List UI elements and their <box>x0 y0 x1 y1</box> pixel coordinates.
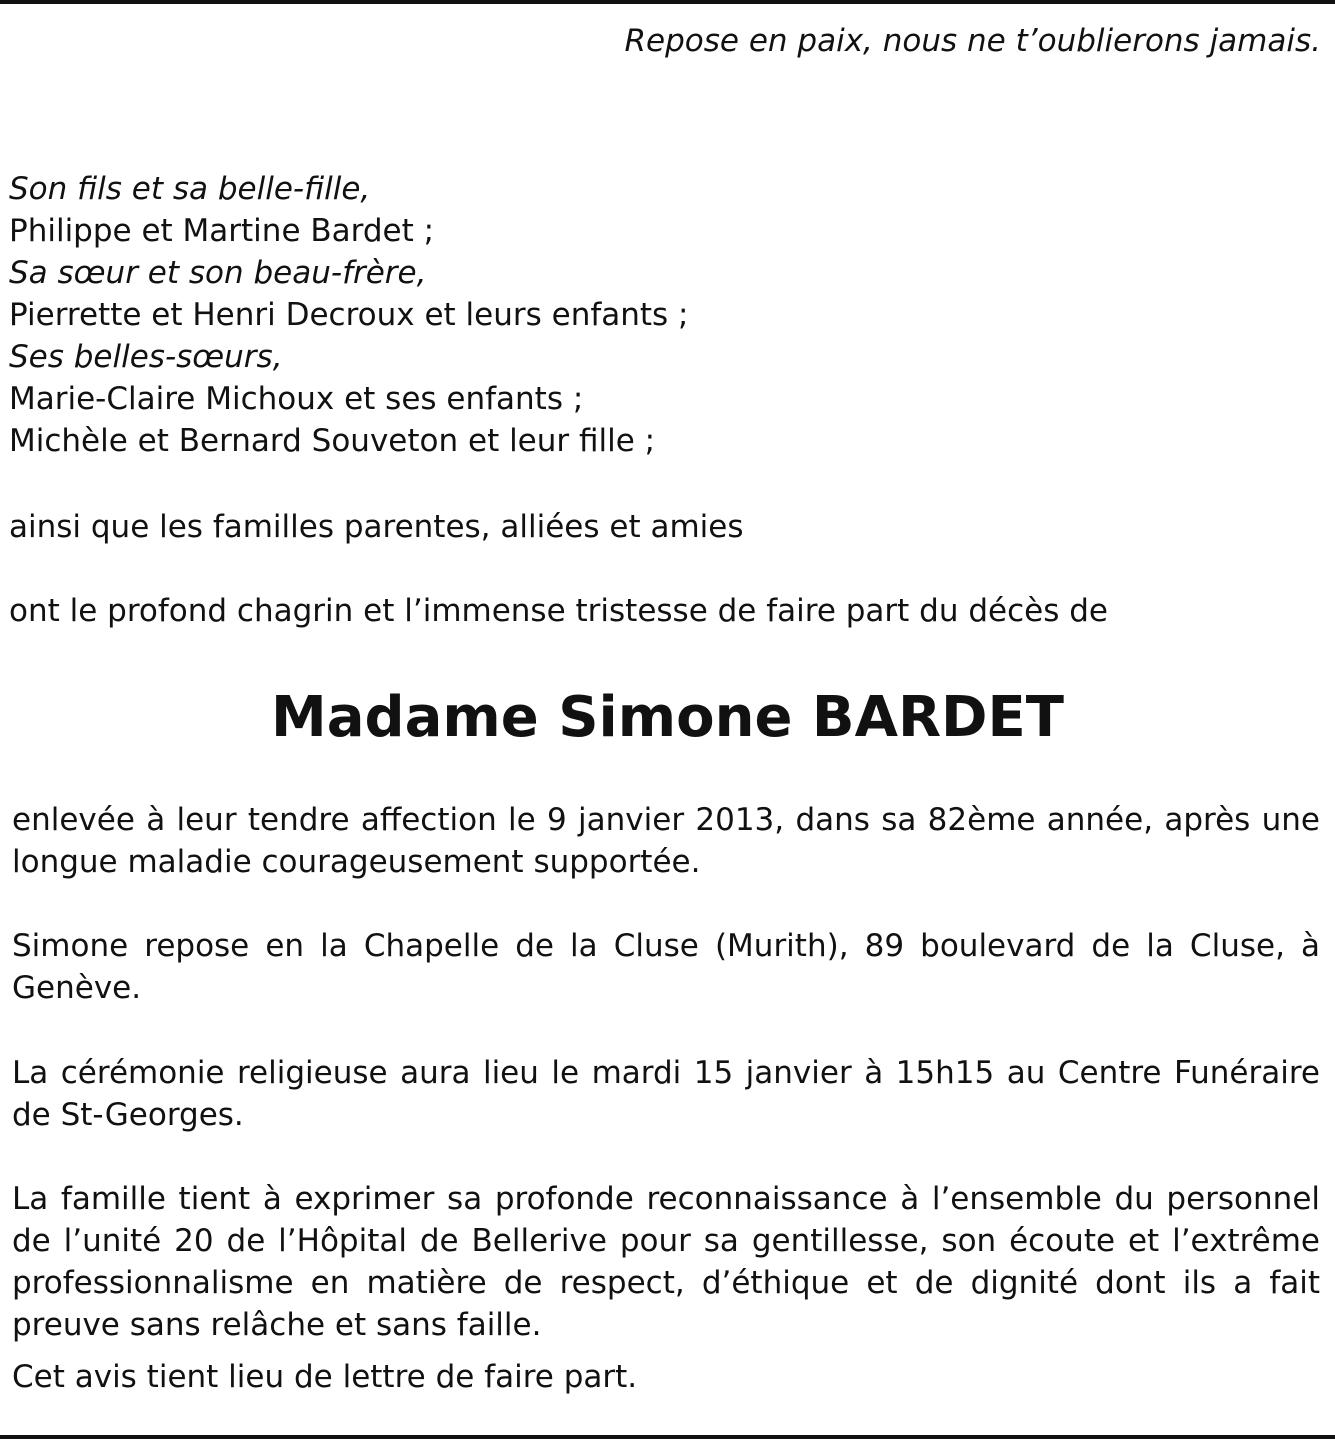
closing-note: Cet avis tient lieu de lettre de faire part. <box>12 1359 638 1395</box>
ceremony-paragraph: La cérémonie religieuse aura lieu le mardi 15 janvier à 15h15 au Centre Funéraire de St-Georges. <box>12 1055 1320 1133</box>
epigraph: Repose en paix, nous ne t’oublierons jamais. <box>624 23 1321 59</box>
announcement-line: ont le profond chagrin et l’immense tristesse de faire part du décès de <box>9 593 1108 629</box>
family-names: Pierrette et Henri Decroux et leurs enfants ; <box>9 297 689 333</box>
passing-paragraph: enlevée à leur tendre affection le 9 janvier 2013, dans sa 82ème année, après une longue maladie courageusement supportée. <box>12 802 1320 880</box>
bottom-border-rule <box>0 1435 1335 1439</box>
family-relation: Sa sœur et son beau-frère, <box>9 255 427 291</box>
resting-place-paragraph: Simone repose en la Chapelle de la Cluse (Murith), 89 boulevard de la Cluse, à Genève. <box>12 928 1320 1006</box>
family-names: Marie-Claire Michoux et ses enfants ; <box>9 381 584 417</box>
top-border-rule <box>0 0 1335 4</box>
family-relation: Son fils et sa belle-fille, <box>9 171 371 207</box>
acknowledgement-paragraph: La famille tient à exprimer sa profonde reconnaissance à l’ensemble du personnel de l’unité 20 de l’Hôpital de Bellerive pour sa gentillesse, son écoute et l’extrême professionnalisme en matière de respect, d’éthique et de dignité dont ils a fait preuve sans relâche et sans faille. <box>12 1181 1320 1343</box>
family-list <box>9 168 689 462</box>
family-relation: Ses belles-sœurs, <box>9 339 283 375</box>
family-names: Michèle et Bernard Souveton et leur fille ; <box>9 423 656 459</box>
deceased-name: Madame Simone BARDET <box>271 685 1064 750</box>
allies-line: ainsi que les familles parentes, alliées et amies <box>9 509 744 545</box>
family-names: Philippe et Martine Bardet ; <box>9 213 435 249</box>
